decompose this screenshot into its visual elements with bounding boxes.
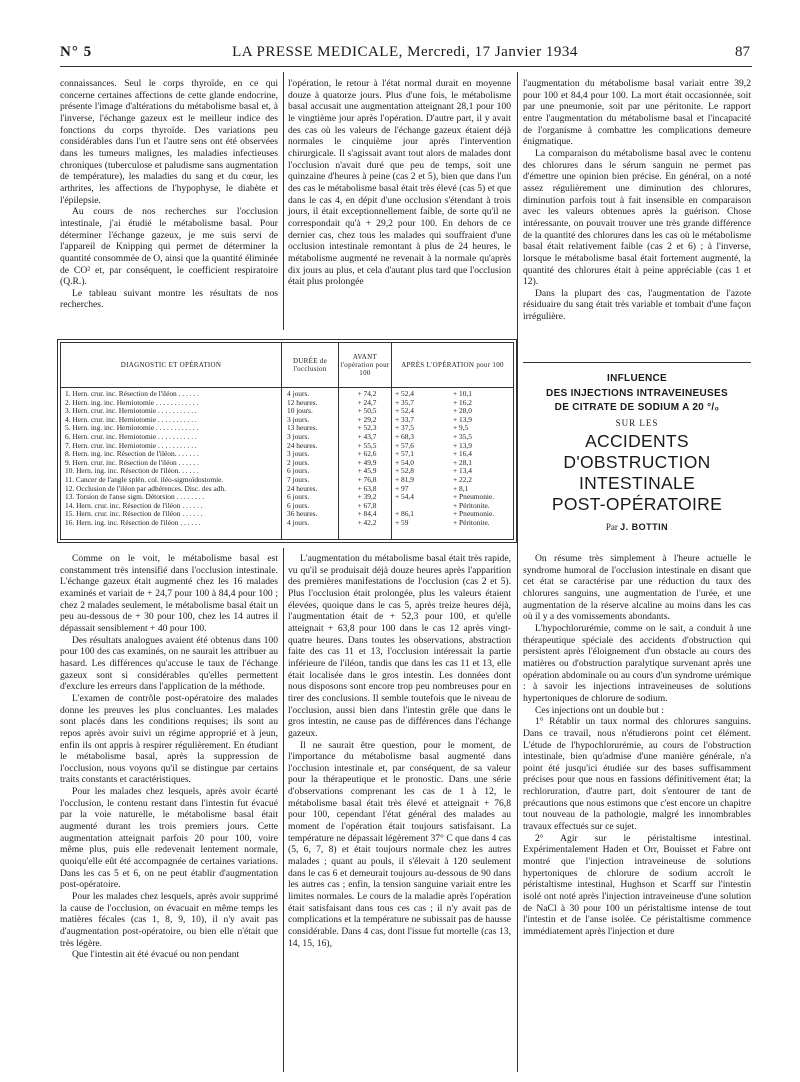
table-cell-dur: 24 heures. <box>287 484 318 493</box>
table-row <box>61 510 513 519</box>
paragraph: Ces injections ont un double but : <box>535 704 664 716</box>
article-heading <box>523 372 751 532</box>
paragraph: L'hypochlorurémie, comme on le sait, a conduit à une thérapeutique spéciale des accidents d'obstruction qui persistent après l'éloignement d'un obstacle au cours des matières ou d'obstruction paralytique survenant après une opération abdominale ou au cours d'un syndrome urémique : à savoir les injections intraveineuses de solutions hypertoniques de chlorure de sodium. <box>523 622 751 704</box>
table-cell-dur: 4 jours. <box>287 390 310 398</box>
table-row <box>61 459 513 468</box>
column-2-bottom <box>288 553 511 949</box>
title-line: ACCIDENTS D'OBSTRUCTION <box>563 430 711 472</box>
table-cell-dur: 6 jours. <box>287 501 310 510</box>
table-cell-av: + 74,2 <box>357 390 377 398</box>
table-cell-a1: + 81,9 <box>395 475 414 484</box>
running-header <box>60 44 750 66</box>
table-cell-dur: 6 jours. <box>287 493 310 502</box>
table-cell-diag: 11. Cancer de l'angle splén. col. iléo-sigmoïdostomie. <box>65 475 224 484</box>
table-cell-dur: 13 heures. <box>287 424 318 433</box>
table-cell-av: + 49,9 <box>357 458 377 467</box>
author-name: J. BOTTIN <box>620 521 669 532</box>
byline-par: Par <box>605 521 618 532</box>
table-cell-dur: 36 heures. <box>287 510 318 519</box>
table-row <box>61 433 513 442</box>
table-cell-av: + 42,2 <box>357 518 377 527</box>
paragraph: Pour les malades chez lesquels, après avoir supprimé la cause de l'occlusion, on évacuait en même temps les matières fécales (cas 1, 8, 9, 10), il n'y avait pas d'augmentation post-opératoire, ou bien elle n'était que très légère. <box>60 891 278 949</box>
table-cell-av: + 39,2 <box>357 493 377 502</box>
kicker-line: DES INJECTIONS INTRAVEINEUSES <box>546 387 728 399</box>
table-header-diagnosis: DIAGNOSTIC ET OPÉRATION <box>120 361 222 369</box>
table-row <box>61 416 513 425</box>
table-cell-a2: + 13,9 <box>453 415 472 424</box>
kicker-line: INFLUENCE <box>607 373 667 384</box>
paragraph: l'augmentation du métabolisme basal variait entre 39,2 pour 100 et 84,4 pour 100. La mort était occasionnée, soit par une pneumonie, soit par une péritonite. Le rapport entre l'augmentation du métabolisme basal et l'incapacité de l'organisme à combattre les complications demeure énigmatique. <box>523 78 751 148</box>
table-row <box>61 485 513 494</box>
table-cell-a1: + 57,6 <box>395 441 414 450</box>
table-cell-a1: + 54,4 <box>395 493 414 502</box>
paragraph: Au cours de nos recherches sur l'occlusion intestinale, j'ai étudié le métabolisme basal. Pour déterminer l'échange gazeux, je me suis servi de l'appareil de Knipping qui permet de déterminer la quantité consommée de O, ainsi que la quantité éliminée de CO² et, par conséquent, le coefficient respiratoire (Q.R.). <box>60 206 278 288</box>
column-divider <box>283 548 284 1072</box>
table-cell-av: + 55,5 <box>357 441 377 450</box>
title-line: POST-OPÉRATOIRE <box>551 493 723 514</box>
table-row <box>61 407 513 416</box>
results-table <box>60 342 514 540</box>
page-number: 87 <box>735 44 750 60</box>
table-cell-av: + 62,6 <box>357 450 377 459</box>
table-cell-dur: 12 heures. <box>287 398 318 407</box>
table-cell-a2: + 10,1 <box>453 390 472 398</box>
table-cell-diag: 4. Hern. crur. inc. Herniotomie . . . . . . . . . . . <box>65 415 197 424</box>
table-cell-a2: + 9,5 <box>453 424 469 433</box>
issue-number: N° 5 <box>60 44 93 60</box>
table-row <box>61 519 513 528</box>
table-cell-a1: + 97 <box>395 484 409 493</box>
column-divider <box>283 72 284 330</box>
table-cell-a2: + 8,1 <box>453 484 469 493</box>
table-cell-diag: 6. Hern. crur. inc. Herniotomie . . . . . . . . . . . <box>65 432 197 441</box>
table-cell-dur: 2 jours. <box>287 458 310 467</box>
table-cell-a2: + 13,9 <box>453 441 472 450</box>
kicker-line: DE CITRATE DE SODIUM A 20 °/₀ <box>554 402 720 413</box>
table-row <box>61 424 513 433</box>
kicker-sur: SUR LES <box>615 417 659 428</box>
table-rule <box>61 387 513 388</box>
table-cell-dur: 6 jours. <box>287 467 310 476</box>
table-cell-av: + 67,8 <box>357 501 377 510</box>
table-cell-av: + 50,5 <box>357 407 377 416</box>
table-row <box>61 476 513 485</box>
table-body <box>61 390 513 528</box>
paragraph: Dans la plupart des cas, l'augmentation de l'azote résiduaire du sang était très variable et tombait d'une façon irrégulière. <box>523 287 751 323</box>
table-row <box>61 467 513 476</box>
table-cell-a2: + Pneumonie. <box>453 493 495 502</box>
table-row <box>61 493 513 502</box>
column-divider <box>517 72 518 1072</box>
paragraph: 2° Agir sur le péristaltisme intestinal. Expérimentalement Haden et Orr, Bouisset et Fabre ont montré que l'injection intraveineuse de solutions hypertoniques de chlorure de sodium accroît le péristaltisme intestinal, Hughson et Scarff sur l'intestin isolé ont noté après l'injection intraveineuse d'une solution de NaCl à 30 pour 100 un péristaltisme intense de tout l'intestin et de l'anse isolée. Ce péristaltisme commence immédiatement après l'injection et dure <box>523 832 751 937</box>
title-line: INTESTINALE <box>578 472 696 493</box>
table-cell-av: + 43,7 <box>357 432 377 441</box>
table-cell-diag: 15. Hern. crur. inc. Résection de l'iléon . . . . . . <box>65 510 203 519</box>
table-cell-dur: 3 jours. <box>287 450 310 459</box>
table-header-before: AVANT l'opération pour 100 <box>340 353 390 377</box>
article-rule <box>523 362 751 363</box>
table-cell-a2: + 28,1 <box>453 458 472 467</box>
table-cell-a2: + 22,2 <box>453 475 472 484</box>
table-cell-a2: + Péritonite. <box>453 501 490 510</box>
table-header-duration: DURÉE de l'occlusion <box>292 357 328 373</box>
table-cell-a2: + 28,0 <box>453 407 472 416</box>
table-cell-av: + 29,2 <box>357 415 377 424</box>
paragraph: l'opération, le retour à l'état normal durait en moyenne douze à quatorze jours. Plus d'une fois, le métabolisme basal accusait une augmentation atteignant 28,1 pour 100 le vingtième jour après l'opération. D'autre part, il y avait des cas où les valeurs de l'échange gazeux étaient déjà normales le cinquième jour après l'intervention chirurgicale. Il s'agissait avant tout alors de malades dont l'occlusion n'avait duré que peu de temps, soit une quinzaine d'heures à peine (cas 2 et 5), bien que dans l'un des cas le métabolisme basal était très élevé (cas 5) et que dans le cas 4, en dépit d'une occlusion s'étendant à trois jours, il était exceptionnellement faible, de sorte qu'il ne correspondait qu'à + 29,2 pour 100. En dehors de ce dernier cas, chez tous les malades qui souffraient d'une occlusion intestinale remontant à plus de 24 heures, le métabolisme augmenté ne revenait à la normale qu'après dix jours au plus, et cela d'autant plus tard que l'occlusion était plus prolongée <box>288 78 511 288</box>
table-cell-diag: 10. Hern. ing. inc. Résection de l'iléon. . . . . . <box>65 467 199 476</box>
table-cell-av: + 76,8 <box>357 475 377 484</box>
table-cell-a2: + Péritonite. <box>453 518 490 527</box>
paragraph: L'examen de contrôle post-opératoire des malades donne les preuves les plus concluantes. Les malades sont placés dans les conditions requises; ils sont au repos après avoir suivi un régime approprié et à jeun, enfin ils ont appris à respirer régulièrement. En étudiant le métabolisme basal, après la suppression de l'occlusion, nous voyons qu'il se distingue par certains traits constants et caractéristiques. <box>60 692 278 786</box>
table-cell-diag: 13. Torsion de l'anse sigm. Détorsion . . . . . . . . <box>65 493 205 502</box>
table-cell-a1: + 57,1 <box>395 450 414 459</box>
paragraph: Le tableau suivant montre les résultats de nos recherches. <box>60 287 278 311</box>
table-cell-a1: + 52,4 <box>395 390 414 398</box>
table-cell-a1: + 35,7 <box>395 398 414 407</box>
paragraph: L'augmentation du métabolisme basal était très rapide, vu qu'il se produisait déjà douze heures après l'apparition des premières manifestations de l'occlusion (cas 2 et 5). Plus l'occlusion était prolongée, plus les valeurs étaient élevées, quoique dans le cas 5, après treize heures déjà, l'augmentation était de + 52,3 pour 100, et qu'elle atteignait + 63,8 pour 100 dans le cas 12 après vingt-quatre heures. Dans toutes les observations, abstraction faite des cas 11 et 13, l'occlusion intéressait la partie inférieure de l'iléon, tandis que dans les cas 11 et 13, elle était localisée dans le gros intestin. Les données dont nous disposons sont encore trop peu nombreuses pour en tirer des conclusions. Il semble toutefois que le niveau de l'occlusion, aussi bien dans l'intestin grêle que dans le gros intestin, ne cause pas de différences dans l'échange gazeux. <box>288 553 511 739</box>
table-row <box>61 390 513 399</box>
paragraph: Que l'intestin ait été évacué ou non pendant <box>72 949 240 961</box>
byline <box>523 522 751 532</box>
table-cell-dur: 3 jours. <box>287 432 310 441</box>
table-cell-diag: 7. Hern. crur. inc. Herniotomie . . . . . . . . . . . <box>65 441 197 450</box>
table-cell-a1: + 52,8 <box>395 467 414 476</box>
table-cell-a2: + 16,2 <box>453 398 472 407</box>
table-cell-a1: + 33,7 <box>395 415 414 424</box>
column-1-top <box>60 78 278 311</box>
paragraph: Il ne saurait être question, pour le moment, de l'importance du métabolisme basal augmenté dans l'occlusion intestinale et, par conséquent, de sa valeur pour la thérapeutique et le pronostic. Dans une série d'observations comprenant les cas de 1 à 12, le métabolisme basal était très élevé et atteignait + 76,8 pour 100, cependant l'état général des malades au moment de l'opération était toujours satisfaisant. La température ne dépassait légèrement 37° C que dans 4 cas (5, 6, 7, 8) et était toujours normale chez les autres malades ; quant au pouls, il s'élevait à 120 seulement dans le cas 6 et demeurait toujours au-dessous de 90 dans les autres cas ; enfin, la tension sanguine variait entre les limites normales. Le cours de la maladie après l'opération était satisfaisant dans tous ces cas ; il n'y avait pas de complications et la température ne subissait pas de hausse considérable. Dans 4 cas, dont l'issue fut mortelle (cas 13, 14, 15, 16), <box>288 739 511 949</box>
table-cell-a2: + Pneumonie. <box>453 510 495 519</box>
column-1-bottom <box>60 553 278 961</box>
table-cell-diag: 2. Hern. ing. inc. Herniotomie . . . . . . . . . . . . <box>65 398 199 407</box>
table-cell-dur: 3 jours. <box>287 415 310 424</box>
table-cell-diag: 9. Hern. crur. inc. Résection de l'iléon . . . . . . <box>65 458 199 467</box>
column-2-top <box>288 78 511 288</box>
table-cell-dur: 7 jours. <box>287 475 310 484</box>
table-cell-a2: + 13,4 <box>453 467 472 476</box>
table-cell-a1: + 59 <box>395 518 409 527</box>
paragraph: On résume très simplement à l'heure actuelle le syndrome humoral de l'occlusion intestinale en disant que cet état se caractérise par une réduction du taux des chlorures sanguins, une augmentation de l'urée, et une augmentation de la réserve alcaline au moins dans les cas où il y a des vomissements abondants. <box>523 553 751 623</box>
journal-title: LA PRESSE MEDICALE, Mercredi, 17 Janvier 1934 <box>232 44 578 60</box>
table-cell-av: + 52,3 <box>357 424 377 433</box>
table-cell-av: + 84,4 <box>357 510 377 519</box>
table-cell-a2: + 16,4 <box>453 450 472 459</box>
table-cell-dur: 10 jours. <box>287 407 313 416</box>
paragraph: Pour les malades chez lesquels, après avoir écarté l'occlusion, le contenu restant dans l'intestin fut évacué par la voie naturelle, le métabolisme basal était augmenté durant les trois premiers jours. Cette augmentation atteignait parfois 20 pour 100, voire même plus, puis elle redevenait lentement normale, quoiqu'elle eût été accompagnée de certaines variations. Dans les cas 5 et 6, on ne peut établir d'augmentation post-opératoire. <box>60 786 278 891</box>
table-cell-diag: 1. Hern. crur. inc. Résection de l'iléon . . . . . . <box>65 390 199 398</box>
table-cell-dur: 4 jours. <box>287 518 310 527</box>
table-cell-diag: 5. Hern. ing. inc. Herniotomie . . . . . . . . . . . . <box>65 424 199 433</box>
table-cell-a1: + 68,3 <box>395 432 414 441</box>
table-cell-diag: 16. Hern. ing. inc. Résection de l'iléon . . . . . . <box>65 518 201 527</box>
table-row <box>61 502 513 511</box>
column-3-top <box>523 78 751 323</box>
table-cell-av: + 45,9 <box>357 467 377 476</box>
paragraph: La comparaison du métabolisme basal avec le contenu des chlorures dans le sérum sanguin ne permet pas d'émettre une opinion bien précise. En général, on a noté assez régulièrement une diminution des chlorures, diminution parfois tout à fait insensible en comparaison avec les valeurs obtenues après la guérison. Chose intéressante, on pouvait trouver une très grande différence de la quantité des chlorures dans les cas où le métabolisme basal était relativement faible (cas 2 et 6) ; à l'inverse, lorsque le métabolisme basal était fortement augmenté, la quantité des chlorures était à peine appréciable (cas 1 et 12). <box>523 147 751 288</box>
table-cell-diag: 8. Hern. ing. inc. Résection de l'iléon. . . . . . . <box>65 450 199 459</box>
column-3-bottom <box>523 553 751 938</box>
table-row <box>61 399 513 408</box>
table-cell-a1: + 86,1 <box>395 510 414 519</box>
table-cell-a1: + 37,5 <box>395 424 414 433</box>
paragraph: connaissances. Seul le corps thyroïde, en ce qui concerne certaines affections de cette glande endocrine, présente l'image d'altérations du métabolisme basal et, à l'inverse, l'échange gazeux est le meilleur indice des fonctions du corps thyroïde. Des variations peu considérables dans l'un et l'autre sens ont été observées dans les tumeurs malignes, les maladies infectieuses chroniques (tuberculose et paludisme sans augmentation de température), les maladies du sang et du cœur, les arthrites, les affections de l'hypophyse, le diabète et l'épilepsie. <box>60 78 278 206</box>
table-cell-av: + 63,8 <box>357 484 377 493</box>
table-cell-a1: + 54,0 <box>395 458 414 467</box>
table-header-after: APRÈS L'OPÉRATION pour 100 <box>401 361 504 369</box>
table-row <box>61 450 513 459</box>
paragraph: Comme on le voit, le métabolisme basal est constamment très intensifié dans l'occlusion intestinale. L'échange gazeux était augmenté chez les 16 malades examinés et variait de + 24,7 pour 100 à 84,4 pour 100 ; chez 2 malades seulement, le métabolisme basal était un peu au-dessous de + 30 pour 100, chez les 14 autres il dépassait sensiblement + 40 pour 100. <box>60 553 278 634</box>
table-cell-dur: 24 heures. <box>287 441 318 450</box>
table-row <box>61 442 513 451</box>
table-cell-diag: 14. Hern. crur. inc. Résection de l'iléon . . . . . . <box>65 501 203 510</box>
table-cell-diag: 12. Occlusion de l'iléon par adhérences. Disc. des adh. <box>65 484 226 493</box>
paragraph: Des résultats analogues avaient été obtenus dans 100 pour 100 des cas examinés, on ne saurait les attribuer au hasard. Les différences qu'accuse le taux de l'échange gazeux sont si considérables qu'elles permettent d'exclure les erreurs dans l'application de la méthode. <box>60 634 278 693</box>
header-rule <box>60 66 752 67</box>
table-cell-diag: 3. Hern. crur. inc. Herniotomie . . . . . . . . . . . <box>65 407 197 416</box>
table-cell-av: + 24,7 <box>357 398 377 407</box>
article-title <box>523 431 751 515</box>
table-cell-a2: + 35,5 <box>453 432 472 441</box>
table-cell-a1: + 52,4 <box>395 407 414 416</box>
paragraph: 1° Rétablir un taux normal des chlorures sanguins. Dans ce travail, nous n'étudierons point cet élément. L'étude de l'hypochlorurémie, au cours de l'obstruction intestinale, bien qu'admise d'une manière générale, n'a point été jusqu'ici étudiée sur des bases suffisamment précises pour que nous en fassions définitivement état; la rechloruration, d'autre part, doit s'entourer de tant de précautions que nous estimons que c'est encore un chapitre tout nouveau de la pathologie, malgré les innombrables travaux effectués sur ce sujet. <box>523 716 751 833</box>
